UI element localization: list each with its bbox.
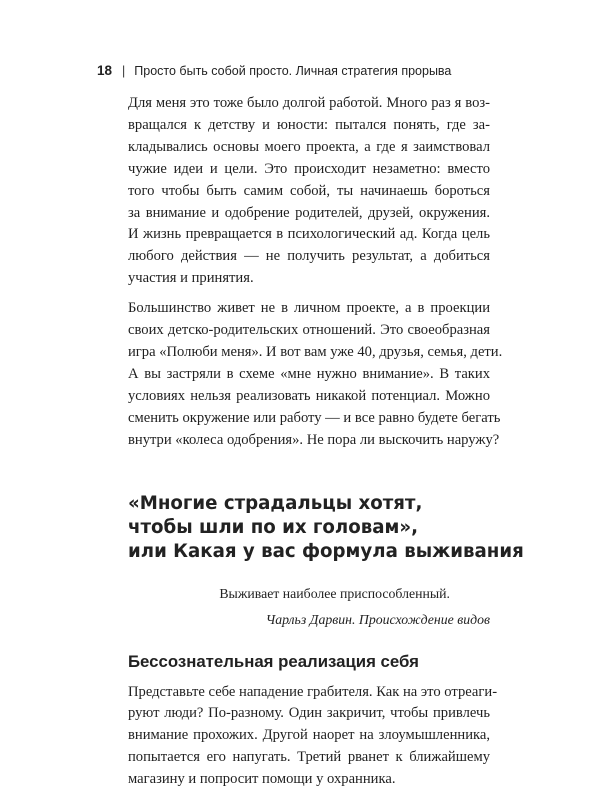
text-line: участия и принятия. [128, 268, 490, 290]
text-line: попытается его напугать. Третий рванет к ближайшему [128, 747, 490, 769]
text-line: Большинство живет не в личном проекте, а в проекции [128, 298, 490, 320]
text-line: И жизнь превращается в психологический ад. Когда цель [128, 224, 490, 246]
text-line: Для меня это тоже было долгой работой. Много раз я воз- [128, 93, 490, 115]
text-line: вращался к детству и юности: пытался понять, где за- [128, 115, 490, 137]
text-line: игра «Полюби меня». И вот вам уже 40, друзья, семья, дети. [128, 342, 490, 364]
text-line: сменить окружение или работу — и все равно будете бегать [128, 408, 490, 430]
paragraph-3 [128, 682, 490, 791]
paragraph-2 [128, 298, 490, 451]
epigraph-quote: Выживает наиболее приспособленный. [128, 583, 490, 604]
text-line: того чтобы быть самим собой, ты начинаешь бороться [128, 181, 490, 203]
heading-line: «Многие страдальцы хотят, [128, 492, 490, 516]
text-line: чужие идеи и цели. Это происходит незаметно: вместо [128, 159, 490, 181]
text-line: за внимание и одобрение родителей, друзей, окружения. [128, 203, 490, 225]
text-line: своих детско-родительских отношений. Это своеобразная [128, 320, 490, 342]
text-line: внутри «колеса одобрения». Не пора ли выскочить наружу? [128, 430, 490, 452]
epigraph [128, 583, 490, 630]
paragraph-1 [128, 93, 490, 290]
page-content [128, 93, 490, 791]
text-line: условиях нельзя реализовать никакой потенциал. Можно [128, 386, 490, 408]
text-line: любого действия — не получить результат, а добиться [128, 246, 490, 268]
header-separator: | [122, 64, 125, 78]
text-line: магазину и попросит помощи у охранника. [128, 769, 490, 791]
book-title: Просто быть собой просто. Личная стратегия прорыва [134, 64, 451, 78]
text-line: внимание прохожих. Другой наорет на злоумышленника, [128, 725, 490, 747]
text-line: кладывались основы моего проекта, а где я заимствовал [128, 137, 490, 159]
text-line: А вы застряли в схеме «мне нужно внимание». В таких [128, 364, 490, 386]
section-subheading: Бессознательная реализация себя [128, 651, 490, 673]
running-header [97, 63, 517, 78]
heading-line: чтобы шли по их головам», [128, 516, 490, 540]
heading-line: или Какая у вас формула выживания [128, 540, 490, 564]
page-number: 18 [97, 63, 112, 78]
text-line: руют люди? По-разному. Один закричит, чтобы привлечь [128, 703, 490, 725]
chapter-heading [128, 492, 490, 564]
epigraph-source: Чарльз Дарвин. Происхождение видов [128, 609, 490, 630]
text-line: Представьте себе нападение грабителя. Как на это отреаги- [128, 682, 490, 704]
